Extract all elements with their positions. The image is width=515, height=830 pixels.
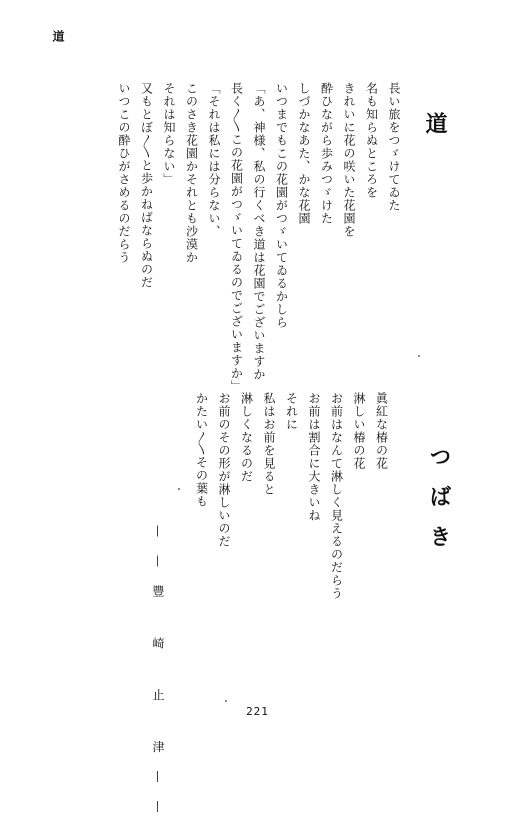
- poem-line: 又もとぼ〳〵と歩かねばならぬのだ: [139, 82, 154, 289]
- running-header: 道: [51, 30, 65, 42]
- poem-line: 「それは私には分らない、: [207, 82, 221, 238]
- poem-line: かたい〳〵その葉も: [194, 392, 209, 508]
- poem-line: 長く〳〵この花園がつゞいてゐるのでございますか」: [229, 82, 244, 393]
- poem-line: このさき花園かそれとも沙漠か: [184, 82, 199, 264]
- poem-body-michi: [113, 82, 406, 393]
- speck: [225, 700, 227, 702]
- speck: [178, 488, 180, 490]
- poem-line: いつまでもこの花園がつゞいてゐるかしら: [274, 82, 289, 329]
- poem-line: きれいに花の咲いた花園を: [342, 82, 356, 238]
- poem-line: 淋しくなるのだ: [239, 392, 254, 483]
- poem-line: 「あ、神様、私の行くべき道は花園でございますか: [252, 82, 266, 381]
- poem-line: お前は割合に大きいね: [307, 392, 321, 522]
- poem-title-tsubaki: つばき: [426, 445, 452, 565]
- poem-line: 名も知らぬところを: [364, 82, 379, 199]
- poem-line: 私はお前を見ると: [262, 392, 276, 496]
- author-name: ——豐 崎 止 津——: [151, 525, 165, 830]
- page-number: 221: [246, 705, 269, 718]
- poem-line: それに: [284, 392, 299, 431]
- poem-line: 眞紅な椿の花: [374, 392, 389, 470]
- poem-line: しづかなあた、かな花園: [297, 82, 311, 225]
- poem-title-michi: 道: [422, 112, 448, 140]
- poem-line: 酔ひながら歩みつゞけた: [319, 82, 334, 225]
- poem-line: それは知らない」: [162, 82, 176, 186]
- poem-line: お前のその形が淋しいのだ: [217, 392, 231, 548]
- speck: [418, 355, 420, 357]
- poem-line: いつこの酔ひがさめるのだらう: [117, 82, 131, 264]
- poem-body-tsubaki: [190, 392, 393, 600]
- poem-line: 淋しい椿の花: [352, 392, 366, 470]
- poem-line: 長い旅をつゞけてゐた: [387, 82, 401, 212]
- poem-line: お前はなんて淋しく見えるのだらう: [329, 392, 344, 600]
